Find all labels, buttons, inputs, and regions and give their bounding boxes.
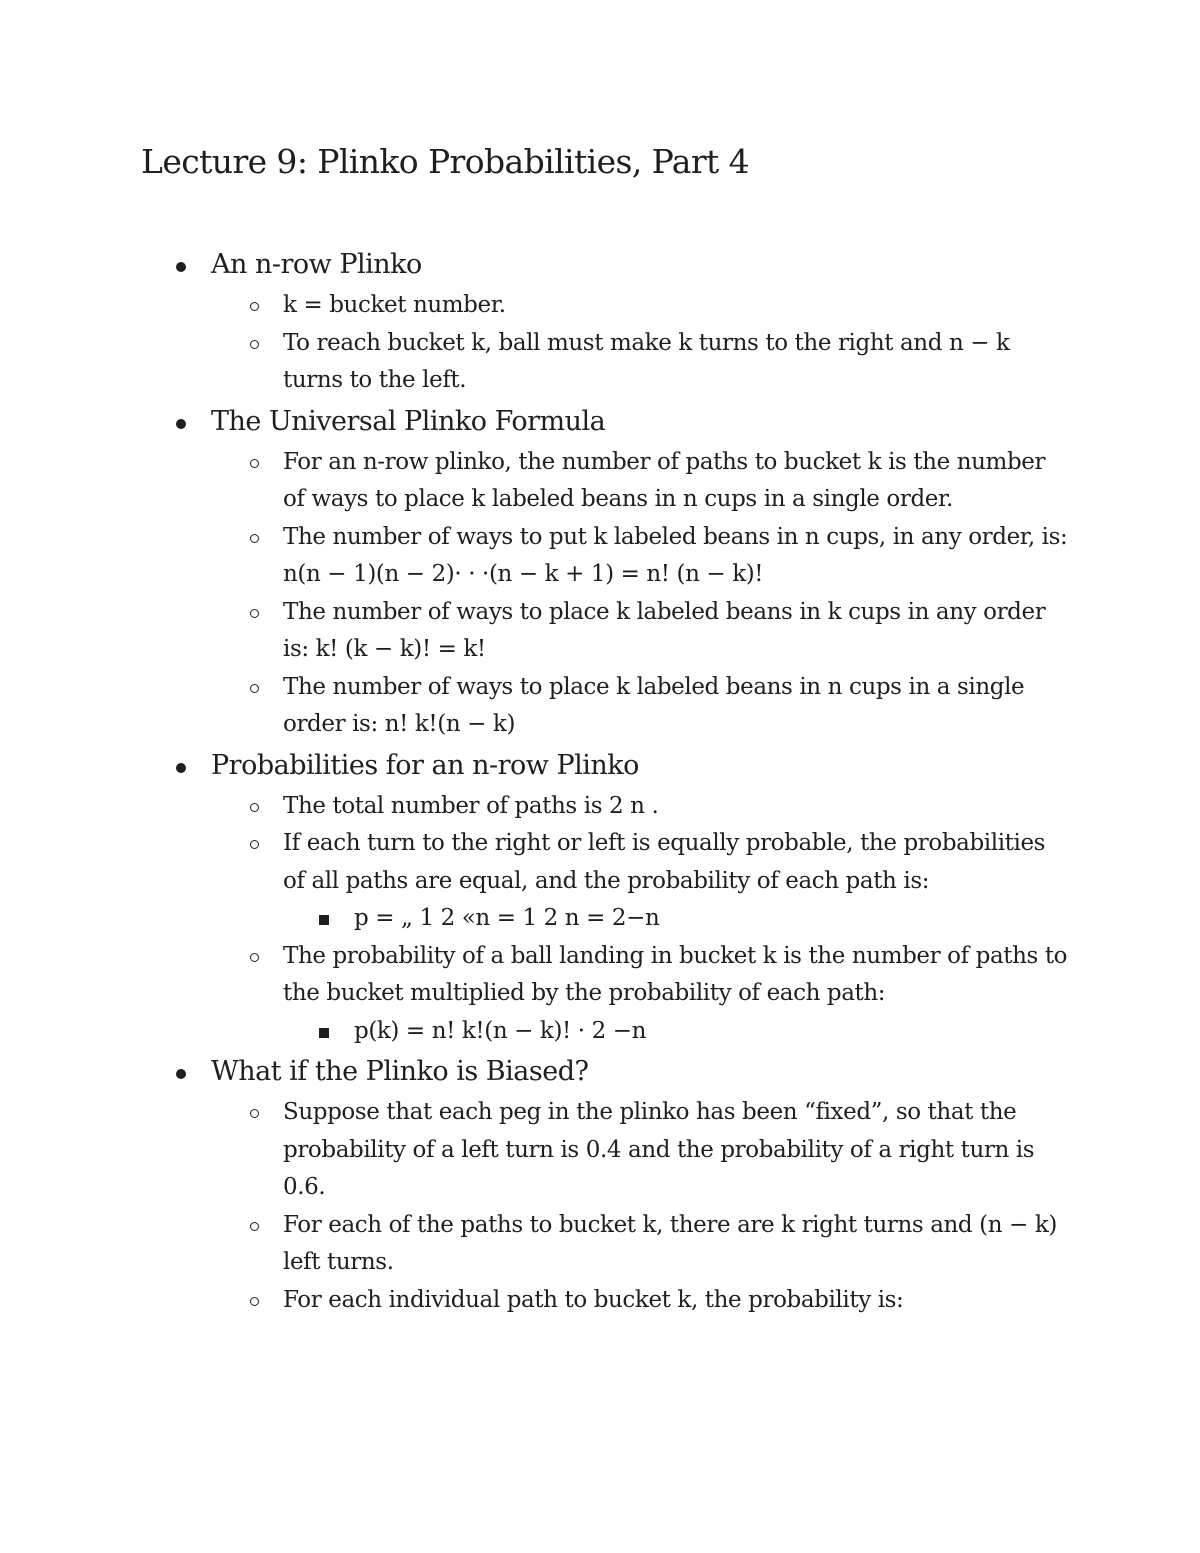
disc-bullet-icon (176, 419, 186, 429)
formula-item (0, 900, 1054, 938)
circle-bullet-icon (250, 803, 259, 812)
list-item (0, 938, 1073, 1051)
list-item (0, 788, 1073, 826)
list-item (0, 825, 1073, 938)
sub-list (211, 788, 1071, 1051)
circle-bullet-icon (250, 609, 259, 618)
list-item (0, 669, 1073, 744)
circle-bullet-icon (250, 1109, 259, 1118)
list-item-text: The number of ways to put k labeled beans in n cups, in any order, is: n(n − 1)(n − 2)· · ·(n − k + 1) = n! (n − k)! (283, 523, 1068, 587)
list-item (0, 1094, 1073, 1207)
list-item-text: The number of ways to place k labeled beans in k cups in any order is: k! (k − k)! = k! (283, 598, 1046, 662)
circle-bullet-icon (250, 1297, 259, 1306)
section-heading: The Universal Plinko Formula (211, 405, 606, 437)
formula-item (0, 1013, 1054, 1051)
circle-bullet-icon (250, 534, 259, 543)
circle-bullet-icon (250, 840, 259, 849)
list-item-text: For each individual path to bucket k, the probability is: (283, 1286, 904, 1313)
sub-list (211, 1094, 1071, 1319)
list-item (0, 1282, 1073, 1320)
sub-sub-list (283, 1013, 1073, 1051)
circle-bullet-icon (250, 459, 259, 468)
list-item (0, 594, 1073, 669)
circle-bullet-icon (250, 953, 259, 962)
circle-bullet-icon (250, 1222, 259, 1231)
list-item-text: Suppose that each peg in the plinko has been “fixed”, so that the probability of a left turn is 0.4 and the probability of a right turn is 0.6. (283, 1099, 1035, 1200)
section-heading: An n-row Plinko (211, 249, 422, 280)
sub-list (211, 444, 1071, 744)
list-item (0, 1207, 1073, 1282)
list-item-text: The probability of a ball landing in bucket k is the number of paths to the bucket multiplied by the probability of each path: (283, 942, 1068, 1006)
list-item-text: For each of the paths to bucket k, there are k right turns and (n − k) left turns. (283, 1211, 1057, 1275)
outline-list (0, 243, 1071, 1319)
section-heading: Probabilities for an n-row Plinko (211, 749, 639, 781)
formula-text: p(k) = n! k!(n − k)! · 2 −n (354, 1017, 647, 1044)
list-item-text: k = bucket number. (283, 292, 506, 318)
circle-bullet-icon (250, 302, 259, 311)
list-item-text: The total number of paths is 2 n . (283, 792, 659, 819)
circle-bullet-icon (250, 684, 259, 693)
page-title: Lecture 9: Plinko Probabilities, Part 4 (141, 142, 749, 181)
section-n-row-plinko (0, 243, 1071, 400)
sub-list (211, 287, 1071, 400)
section-biased-plinko (0, 1050, 1071, 1319)
square-bullet-icon (319, 915, 329, 925)
list-item-text: For an n-row plinko, the number of paths to bucket k is the number of ways to place k labeled beans in n cups in a single order. (283, 448, 1046, 512)
list-item (0, 325, 1073, 400)
list-item (0, 444, 1073, 519)
section-probabilities (0, 744, 1071, 1051)
disc-bullet-icon (176, 1069, 186, 1079)
sub-sub-list (283, 900, 1073, 938)
list-item-text: To reach bucket k, ball must make k turns to the right and n − k turns to the left. (283, 329, 1010, 393)
square-bullet-icon (319, 1028, 329, 1038)
list-item-text: If each turn to the right or left is equally probable, the probabilities of all paths are equal, and the probability of each path is: (283, 830, 1046, 894)
list-item (0, 287, 1073, 325)
formula-text: p = „ 1 2 «n = 1 2 n = 2−n (354, 905, 660, 931)
list-item-text: The number of ways to place k labeled beans in n cups in a single order is: n! k!(n − k) (283, 673, 1025, 737)
disc-bullet-icon (176, 262, 186, 272)
section-universal-formula (0, 400, 1071, 744)
disc-bullet-icon (176, 763, 186, 773)
circle-bullet-icon (250, 340, 259, 349)
section-heading: What if the Plinko is Biased? (211, 1056, 589, 1087)
list-item (0, 519, 1073, 594)
